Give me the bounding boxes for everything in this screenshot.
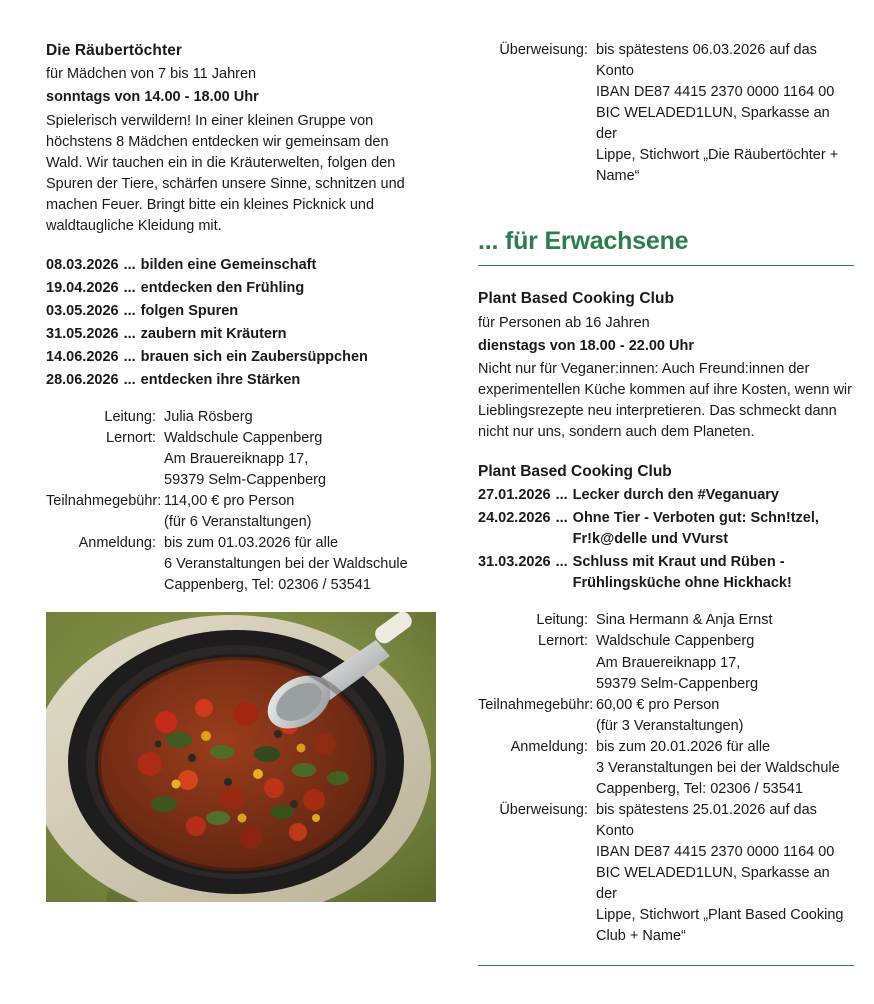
program-info-table — [478, 610, 854, 946]
info-line: Am Brauereiknapp 17, — [596, 654, 741, 671]
info-line: Lippe, Stichwort „Plant Based Cooking — [596, 906, 844, 923]
info-value — [596, 40, 854, 187]
section-divider-bottom — [478, 965, 854, 966]
date-row — [46, 370, 422, 391]
date-separator: ... — [123, 348, 136, 365]
info-line: Cappenberg, Tel: 02306 / 53541 — [164, 576, 371, 593]
info-line: bis zum 01.03.2026 für alle — [164, 534, 339, 551]
date-value: 31.03.2026 — [478, 554, 551, 571]
spacer — [478, 443, 854, 461]
info-label: Lernort: — [106, 429, 156, 446]
dish-photo-graphic — [46, 612, 436, 902]
info-line: BIC WELADED1LUN, Sparkasse an der — [596, 864, 830, 902]
info-line: bis spätestens 06.03.2026 auf das Konto — [596, 42, 817, 80]
date-separator: ... — [123, 371, 136, 388]
program-title-raeubertoechter: Die Räubertöchter — [46, 42, 183, 59]
info-row-teilnahmegebuehr — [478, 695, 854, 737]
date-value: 08.03.2026 — [46, 256, 119, 273]
left-column — [46, 40, 422, 902]
info-line: Julia Rösberg — [164, 408, 253, 425]
date-row — [46, 347, 422, 368]
date-separator: ... — [555, 510, 568, 527]
program-time: sonntags von 14.00 - 18.00 Uhr — [46, 89, 259, 106]
info-value — [164, 491, 422, 533]
dish-photo — [46, 612, 436, 902]
info-line: 114,00 € pro Person — [164, 492, 295, 509]
program-description: Spielerisch verwildern! In einer kleinen Gruppe von höchstens 8 Mädchen entdecken wir gemeinsam den Wald. Wir tauchen ein in die Kräuterwelten, folgen den Spuren der Tiere, schärfen unsere Sinne, schnitzen und machen Feuer. Bringt bitte ein kleines Picknick und waldtaugliche Kleidung mit. — [46, 112, 405, 234]
date-separator: ... — [123, 302, 136, 319]
date-value: 31.05.2026 — [46, 325, 119, 342]
info-value — [596, 695, 854, 737]
date-text: entdecken ihre Stärken — [140, 371, 301, 388]
info-label: Teilnahmegebühr: — [478, 696, 594, 713]
info-value — [164, 428, 422, 491]
date-separator: ... — [555, 554, 568, 571]
date-value: 19.04.2026 — [46, 279, 119, 296]
date-text: Ohne Tier - Verboten gut: Schn!tzel, Fr!k@delle und VVurst — [572, 510, 819, 548]
info-line: Sina Hermann & Anja Ernst — [596, 612, 773, 629]
date-row — [478, 508, 854, 550]
date-separator: ... — [555, 487, 568, 504]
date-row — [478, 552, 854, 594]
info-line: BIC WELADED1LUN, Sparkasse an der — [596, 105, 830, 143]
info-value — [164, 407, 422, 428]
info-value — [596, 800, 854, 947]
info-label: Anmeldung: — [78, 534, 156, 551]
info-value — [164, 533, 422, 596]
info-line: bis spätestens 25.01.2026 auf das Konto — [596, 801, 817, 839]
info-line: Club + Name“ — [596, 927, 686, 944]
info-label: Anmeldung: — [510, 738, 588, 755]
transfer-info-block — [478, 40, 854, 187]
info-line: Cappenberg, Tel: 02306 / 53541 — [596, 780, 803, 797]
info-line: IBAN DE87 4415 2370 0000 1164 00 — [596, 843, 835, 860]
info-line: bis zum 20.01.2026 für alle — [596, 738, 771, 755]
info-value — [596, 737, 854, 800]
info-line: Waldschule Cappenberg — [596, 633, 755, 650]
date-value: 27.01.2026 — [478, 487, 551, 504]
info-line: Lippe, Stichwort „Die Räubertöchter + — [596, 147, 839, 164]
date-text: Lecker durch den #Veganuary — [572, 487, 779, 504]
date-separator: ... — [123, 256, 136, 273]
date-text: zaubern mit Kräutern — [140, 325, 287, 342]
date-separator: ... — [123, 325, 136, 342]
info-line: Waldschule Cappenberg — [164, 429, 323, 446]
info-line: 59379 Selm-Cappenberg — [596, 675, 759, 692]
program-info-table — [46, 407, 422, 596]
date-row — [46, 255, 422, 276]
date-text: entdecken den Frühling — [140, 279, 305, 296]
info-line: 59379 Selm-Cappenberg — [164, 471, 327, 488]
section-divider — [478, 265, 854, 266]
dates-heading: Plant Based Cooking Club — [478, 462, 672, 480]
two-column-layout — [46, 40, 852, 966]
program-audience: für Personen ab 16 Jahren — [478, 314, 650, 331]
info-value — [596, 610, 854, 631]
info-label: Leitung: — [536, 612, 588, 629]
info-line: 3 Veranstaltungen bei der Waldschule — [596, 759, 840, 776]
info-row-leitung — [46, 407, 422, 428]
info-line: Name“ — [596, 168, 640, 185]
date-row — [46, 301, 422, 322]
info-line: (für 6 Veranstaltungen) — [164, 513, 312, 530]
date-separator: ... — [123, 279, 136, 296]
info-label: Leitung: — [104, 408, 156, 425]
date-row — [46, 324, 422, 345]
date-value: 24.02.2026 — [478, 510, 551, 527]
info-row-teilnahmegebuehr — [46, 491, 422, 533]
date-row — [478, 485, 854, 506]
info-label: Lernort: — [538, 633, 588, 650]
info-row-anmeldung — [46, 533, 422, 596]
date-text: bilden eine Gemeinschaft — [140, 256, 317, 273]
info-line: Am Brauereiknapp 17, — [164, 450, 309, 467]
date-text: folgen Spuren — [140, 302, 239, 319]
info-row-leitung — [478, 610, 854, 631]
info-line: 60,00 € pro Person — [596, 696, 720, 713]
info-label: Überweisung: — [499, 42, 588, 58]
info-line: IBAN DE87 4415 2370 0000 1164 00 — [596, 84, 835, 101]
info-label: Teilnahmegebühr: — [46, 492, 162, 509]
program-time: dienstags von 18.00 - 22.00 Uhr — [478, 337, 694, 354]
info-line: (für 3 Veranstaltungen) — [596, 717, 744, 734]
date-value: 28.06.2026 — [46, 371, 119, 388]
program-date-list — [46, 255, 422, 391]
info-row-lernort — [478, 631, 854, 694]
date-text: brauen sich ein Zaubersüppchen — [140, 348, 368, 365]
info-row-ueberweisung — [478, 40, 854, 187]
date-value: 03.05.2026 — [46, 302, 119, 319]
info-row-anmeldung — [478, 737, 854, 800]
date-row — [46, 278, 422, 299]
date-value: 14.06.2026 — [46, 348, 119, 365]
info-row-ueberweisung — [478, 800, 854, 947]
program-date-list — [478, 485, 854, 594]
info-value — [596, 631, 854, 694]
info-line: 6 Veranstaltungen bei der Waldschule — [164, 555, 408, 572]
program-description: Nicht nur für Veganer:innen: Auch Freund:innen der experimentellen Küche kommen auf ihre Kosten, wenn wir Lieblingsrezepte neu interpretieren. Das schmeckt dann nicht nur uns, sondern auch dem Planeten. — [478, 360, 852, 440]
program-title-plant-based: Plant Based Cooking Club — [478, 290, 675, 308]
section-heading-erwachsene: ... für Erwachsene — [478, 227, 689, 256]
program-audience: für Mädchen von 7 bis 11 Jahren — [46, 66, 257, 83]
info-row-lernort — [46, 428, 422, 491]
date-text: Schluss mit Kraut und Rüben - Frühlingsküche ohne Hickhack! — [572, 554, 792, 592]
info-label: Überweisung: — [499, 801, 588, 818]
right-column — [478, 40, 854, 966]
